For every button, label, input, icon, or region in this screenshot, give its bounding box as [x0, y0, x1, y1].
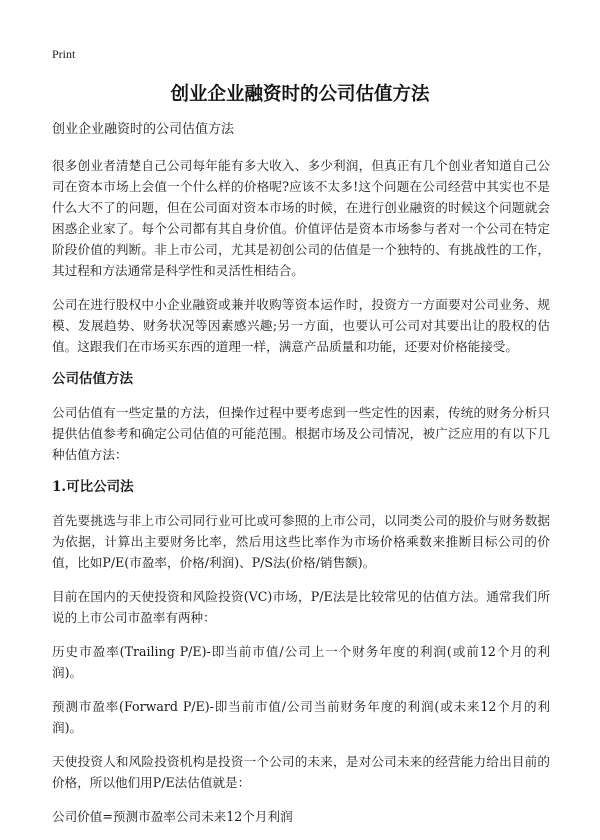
paragraph-equity-financing: 公司在进行股权中小企业融资或兼并收购等资本运作时，投资方一方面要对公司业务、规模、发展趋势、财务状况等因素感兴趣;另一方面，也要认可公司对其要出让的股权的估值。这跟我们在市场买东西的道理一样，满意产品质量和功能，还要对价格能接受。 [52, 297, 550, 354]
paragraph-company-value-formula: 公司价值=预测市盈率公司未来12个月利润 [52, 809, 293, 824]
paragraph-pe-method: 目前在国内的天使投资和风险投资(VC)市场，P/E法是比较常见的估值方法。通常我们所说的上市公司市盈率有两种： [52, 589, 550, 625]
paragraph-valuation-overview: 公司估值有一些定量的方法，但操作过程中要考虑到一些定性的因素，传统的财务分析只提供估值参考和确定公司估值的可能范围。根据市场及公司情况，被广泛应用的有以下几种估值方法： [52, 405, 550, 462]
section-heading-valuation-methods: 公司估值方法 [52, 371, 133, 387]
document-title: 创业企业融资时的公司估值方法 [170, 84, 430, 105]
paragraph-comparable-method: 首先要挑选与非上市公司同行业可比或可参照的上市公司，以同类公司的股价与财务数据为依据，计算出主要财务比率，然后用这些比率作为市场价格乘数来推断目标公司的价值，比如P/E(市盈率，价格/利润)、P/S法(价格/销售额)。 [52, 513, 550, 570]
section-heading-comparable-company: 1.可比公司法 [52, 479, 134, 495]
article-subtitle: 创业企业融资时的公司估值方法 [52, 122, 235, 137]
paragraph-forward-pe: 预测市盈率(Forward P/E)-即当前市值/公司当前财务年度的利润(或未来12个月的利润)。 [52, 699, 550, 735]
paragraph-intro: 很多创业者清楚自己公司每年能有多大收入、多少利润，但真正有几个创业者知道自己公司在资本市场上会值一个什么样的价格呢?应该不太多!这个问题在公司经营中其实也不是什么大不了的问题，但在公司面对资本市场的时候，在进行创业融资的时候这个问题就会困惑企业家了。每个公司都有其自身价值。价值评估是资本市场参与者对一个公司在特定阶段价值的判断。非上市公司，尤其是初创公司的估值是一个独特的、有挑战性的工作，其过程和方法通常是科学性和灵活性相结合。 [52, 158, 550, 278]
article-body [52, 122, 550, 840]
paragraph-angel-investors: 天使投资人和风险投资机构是投资一个公司的未来，是对公司未来的经营能力给出目前的价格，所以他们用P/E法估值就是： [52, 754, 550, 790]
paragraph-trailing-pe: 历史市盈率(Trailing P/E)-即当前市值/公司上一个财务年度的利润(或前12个月的利润)。 [52, 644, 550, 680]
print-label: Print [52, 47, 76, 61]
